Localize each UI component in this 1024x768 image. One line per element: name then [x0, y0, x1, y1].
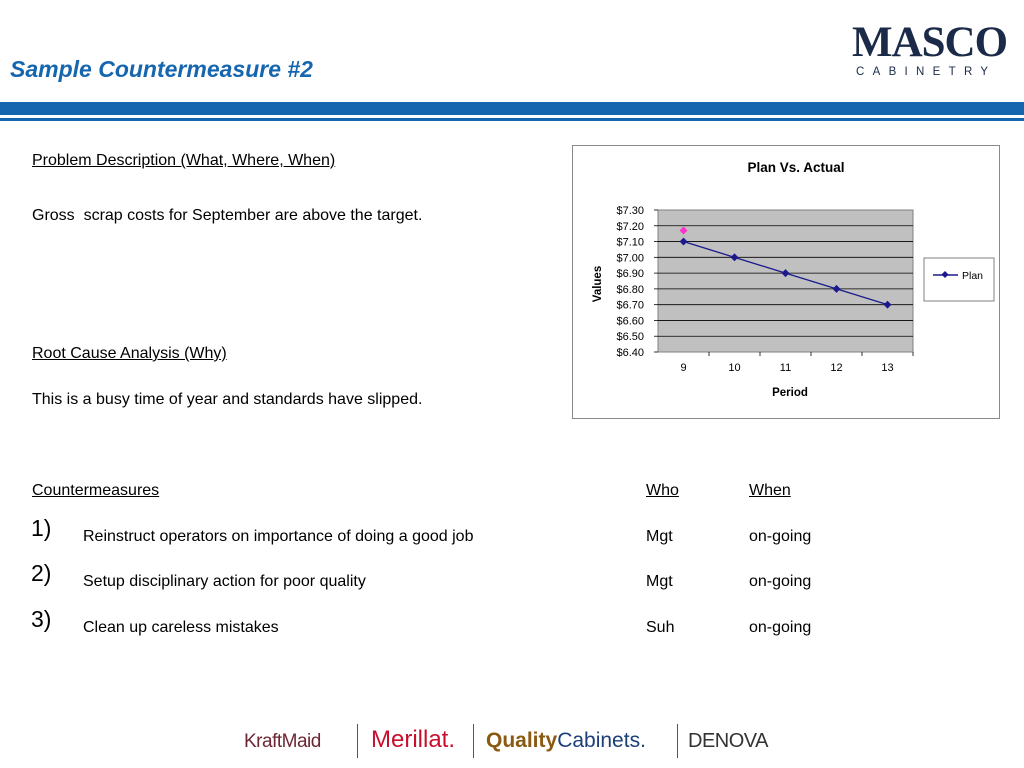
- root-cause-text: This is a busy time of year and standards have slipped.: [32, 391, 423, 408]
- x-axis-ticks: [680, 352, 913, 374]
- slide-title: Sample Countermeasure #2: [10, 56, 313, 82]
- logo-divider: [677, 724, 678, 758]
- kraftmaid-logo: KraftMaid: [244, 731, 321, 752]
- y-tick-label: $7.20: [616, 220, 644, 233]
- header-rule: [0, 118, 1024, 121]
- countermeasures-heading: Countermeasures: [32, 482, 160, 499]
- who-header: Who: [646, 482, 679, 499]
- item-when: on-going: [749, 573, 812, 590]
- chart-legend: [924, 258, 994, 301]
- when-header: When: [749, 482, 791, 499]
- plan-vs-actual-chart: [572, 145, 1000, 419]
- legend-label: Plan: [962, 270, 984, 282]
- item-action: Setup disciplinary action for poor quality: [83, 573, 366, 590]
- cabinets-word: Cabinets.: [557, 729, 646, 752]
- y-tick-label: $6.70: [616, 299, 644, 312]
- y-tick-label: $6.60: [616, 315, 644, 328]
- item-who: Mgt: [646, 528, 673, 545]
- x-tick-label: 13: [881, 362, 894, 374]
- x-tick-label: 12: [830, 362, 843, 374]
- chart-title: Plan Vs. Actual: [747, 160, 845, 175]
- item-when: on-going: [749, 619, 812, 636]
- item-who: Mgt: [646, 573, 673, 590]
- header-band: [0, 102, 1024, 115]
- quality-word: Quality: [486, 729, 558, 752]
- y-tick-label: $6.90: [616, 268, 644, 281]
- logo-divider: [473, 724, 474, 758]
- y-tick-label: $7.10: [616, 236, 644, 249]
- plot-area: [658, 210, 913, 352]
- problem-heading: Problem Description (What, Where, When): [32, 152, 336, 169]
- item-action: Clean up careless mistakes: [83, 619, 279, 636]
- masco-logo: MASCO: [852, 19, 1008, 66]
- x-axis-label: Period: [772, 387, 808, 399]
- x-tick-label: 10: [728, 362, 741, 374]
- quality-cabinets-logo: [486, 729, 646, 753]
- y-tick-label: $6.50: [616, 331, 644, 344]
- item-number: 3): [31, 606, 52, 632]
- logo-divider: [357, 724, 358, 758]
- denova-logo: DENOVA: [688, 730, 768, 752]
- item-number: 1): [31, 515, 52, 541]
- x-tick-label: 9: [680, 362, 687, 374]
- problem-text: Gross scrap costs for September are above the target.: [32, 207, 423, 224]
- item-when: on-going: [749, 528, 812, 545]
- item-who: Suh: [646, 619, 675, 636]
- x-tick-label: 11: [779, 362, 792, 374]
- merillat-logo: Merillat.: [371, 726, 456, 753]
- y-tick-label: $7.00: [616, 252, 644, 265]
- y-tick-label: $7.30: [616, 205, 644, 217]
- item-action: Reinstruct operators on importance of doing a good job: [83, 528, 474, 545]
- footer-brand-logos: [240, 712, 785, 760]
- y-tick-label: $6.40: [616, 347, 644, 359]
- chart-canvas: [573, 146, 999, 418]
- legend-box: [924, 258, 994, 301]
- item-number: 2): [31, 560, 52, 586]
- root-cause-heading: Root Cause Analysis (Why): [32, 345, 227, 362]
- y-tick-label: $6.80: [616, 283, 644, 296]
- masco-logo-subtitle: CABINETRY: [856, 66, 997, 78]
- y-axis-label: Values: [592, 265, 604, 303]
- y-axis-ticks: [616, 205, 644, 359]
